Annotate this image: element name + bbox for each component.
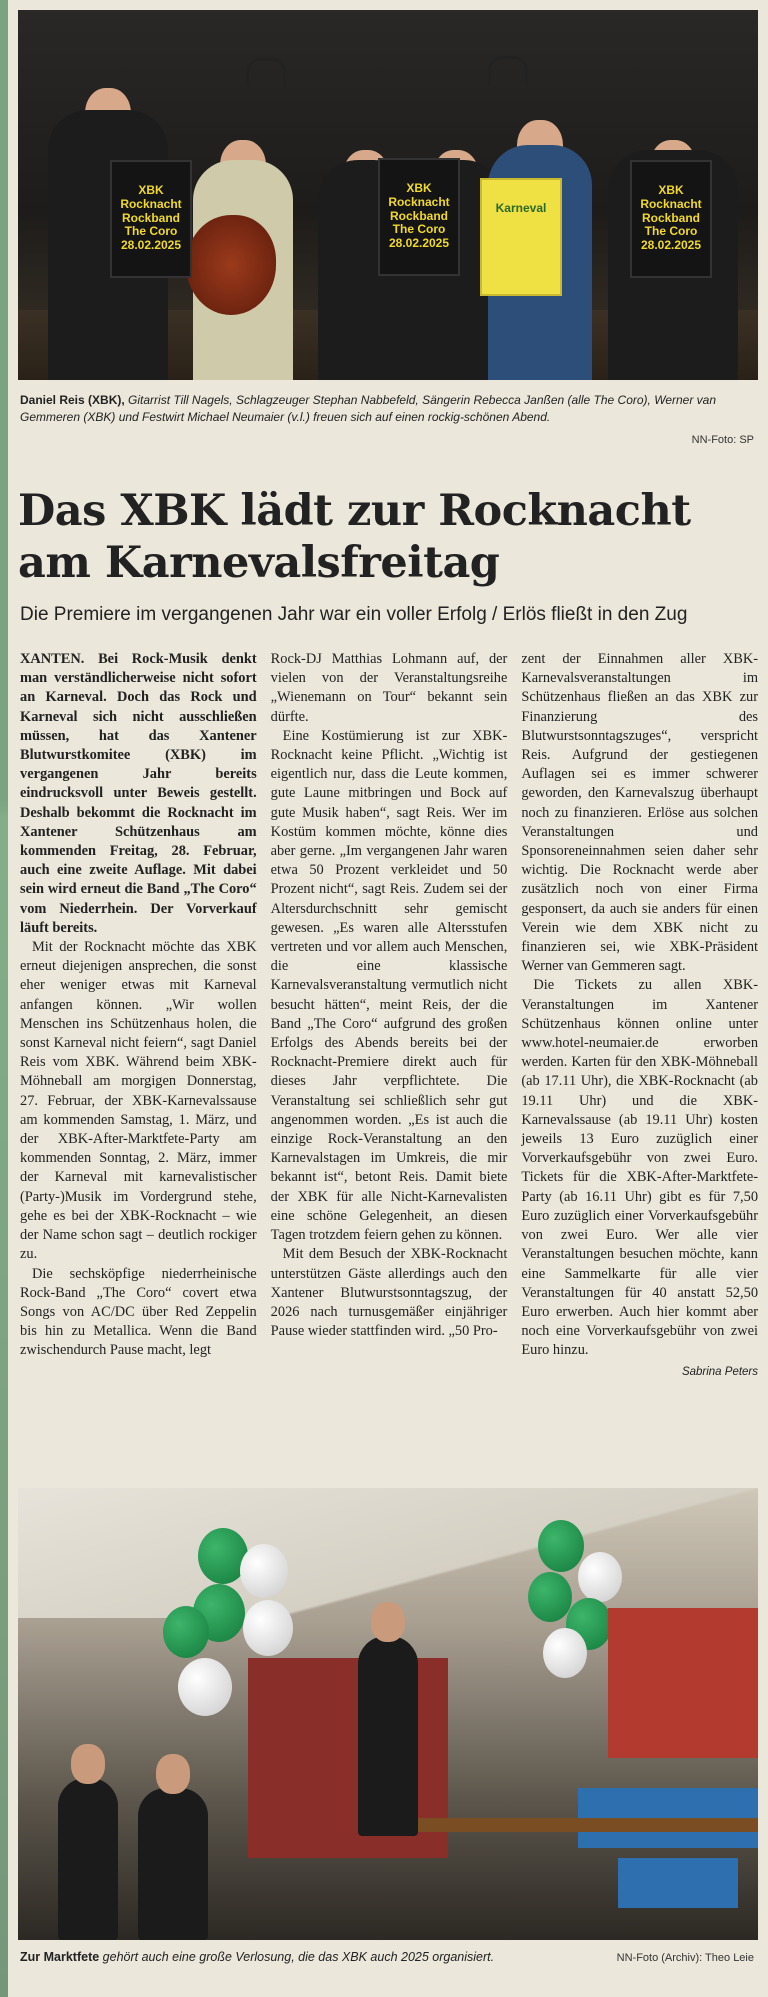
article-column-2 — [271, 650, 508, 1480]
article-paragraph: Eine Kostümierung ist zur XBK-Rocknacht keine Pflicht. „Wichtig ist eigentlich nur, dass die Leute kommen, gute Laune mitbringen und Bock auf gute Musik haben“, sagt Reis. Wer im Kostüm kommen möchte, könne dies aber gerne. „Im vergangenen Jahr waren etwa 50 Prozent verkleidet und 50 Prozent nicht“, sagt Reis. Zudem sei der Altersdurchschnitt sehr gemischt gewesen. „Es waren alle Altersstufen vertreten und vor allem auch Menschen, die eine klassische Karnevalsveranstaltung vermutlich nicht besucht hätten“, meint Reis, der die Band „The Coro“ aufgrund des großen Erfolgs des Abends bereits bei der Rocknacht-Premiere direkt auch für dieses Jahr verpflichtete. Die Veranstaltung sei schließlich sehr gut angenommen worden. „Es ist auch die einzige Rock-Veranstaltung an den Karnevalstagen im Umkreis, die mir bekannt ist“, betont Reis. Damit biete der XBK für alle Nicht-Karnevalisten eine schöne Gelegenheit, an diesen Tagen trotzdem feiern gehen zu können. — [270, 727, 508, 1244]
band-photo — [18, 10, 758, 380]
visitor — [58, 1778, 118, 1940]
photo-credit-2: NN-Foto (Archiv): Theo Leie — [616, 1952, 754, 1964]
prize-boxes — [608, 1608, 758, 1758]
article-headline: Das XBK lädt zur Rocknacht am Karnevalsfreitag — [18, 485, 691, 588]
photo-caption-2 — [20, 1950, 620, 1964]
visitor — [138, 1788, 208, 1940]
article-paragraph: Mit der Rocknacht möchte das XBK erneut diejenigen ansprechen, die sonst eher weniger etwas mit Karneval anfangen können. „Wir wollen Menschen ins Schützenhaus holen, die sonst Karneval nicht feiern“, sagt Daniel Reis vom XBK. Während beim XBK-Möhneball am morgigen Donnerstag, 27. Februar, der XBK-Karnevalssause am kommenden Samstag, 1. März, und der XBK-After-Marktfete-Party am kommenden Sonntag, 2. März, immer der Karneval mit karnevalistischer (Party-)Musik im Vordergrund stehe, gehe es bei der XBK-Rocknacht – wie der Name schon sagt – deutlich rockiger zu. — [20, 939, 257, 1263]
caption-names: Daniel Reis (XBK), — [20, 393, 125, 407]
article-body — [20, 650, 758, 1480]
event-poster: XBK Rocknacht Rockband The Coro 28.02.2025 — [378, 158, 460, 276]
caption-text: Gitarrist Till Nagels, Schlagzeuger Stephan Nabbefeld, Sängerin Rebecca Janßen (alle The Coro), Werner van Gemmeren (XBK) und Festwirt Michael Neumaier (v.l.) freuen sich auf einen rockig-schönen Abend. — [20, 393, 717, 424]
man-at-prize-table — [358, 1636, 418, 1836]
photo-caption-1 — [20, 392, 756, 426]
page-edge-decoration — [0, 0, 8, 1997]
article-lead: XANTEN. Bei Rock-Musik denkt man verständlicherweise nicht sofort an Karneval. Doch das Rock und Karneval sich nicht ausschließen müssen, hat das Xantener Blutwurstkomitee (XBK) im vergangenen Jahr bereits eindrucksvoll unter Beweis gestellt. Deshalb bekommt die Rocknacht im Xantener Schützenhaus am kommenden Freitag, 28. Februar, auch eine zweite Auflage. Mit dabei sein wird erneut die Band „The Coro“ vom Niederrhein. Der Vorverkauf läuft bereits. — [20, 651, 257, 936]
caption-lead: Zur Marktfete — [20, 1950, 100, 1964]
article-paragraph: Die Tickets zu allen XBK-Veranstaltungen im Xantener Schützenhaus können online unter www.hotel-neumaier.de erworben werden. Karten für den XBK-Möhneball (ab 17.11 Uhr), die XBK-Rocknacht (ab 19.11 Uhr) und die XBK-Karnevalssause (ab 19.11 Uhr) kosten jeweils 13 Euro zuzüglich einer Vorverkaufsgebühr von zwei Euro. Tickets für die XBK-After-Marktfete-Party (ab 16.11 Uhr) gibt es für 7,50 Euro zuzüglich einer Vorverkaufsgebühr von zwei Euro. Wer alle vier Veranstaltungen besuchen möchte, kann eine Sammelkarte für alle vier Veranstaltungen für 40 anstatt 52,50 Euro erwerben. Auch hier kommt aber noch eine Vorverkaufsgebühr von zwei Euro hinzu. — [521, 977, 759, 1359]
tent-roof — [18, 1488, 758, 1618]
karneval-poster: Karneval — [480, 178, 562, 296]
article-paragraph: Rock-DJ Matthias Lohmann auf, der vielen von der Veranstaltungsreihe „Wienemann on Tour“ bekannt sein dürfte. — [270, 651, 508, 725]
article-author: Sabrina Peters — [681, 1365, 759, 1378]
article-paragraph: zent der Einnahmen aller XBK-Karnevalsveranstaltungen im Schützenhaus fließen an das XBK zur Finanzierung des Blutwurstsonntagszuges“, verspricht Reis. Aufgrund der gestiegenen Auflagen sei es immer schwerer geworden, den Karnevalszug überhaupt noch zu finanzieren. Erlöse aus solchen Veranstaltungen und Sponsoreneinnahmen seien daher sehr wichtig. Die Rocknacht werde aber zusätzlich noch von einer Firma gesponsert, da auch sie anders für einen Verein wie dem XBK nicht zu finanzieren sei, wie XBK-Präsident Werner van Gemmeren sagt. — [521, 651, 759, 975]
event-poster: XBK Rocknacht Rockband The Coro 28.02.2025 — [110, 160, 192, 278]
event-poster: XBK Rocknacht Rockband The Coro 28.02.2025 — [630, 160, 712, 278]
marktfete-photo — [18, 1488, 758, 1940]
prize-table — [398, 1818, 758, 1832]
article-column-3 — [521, 650, 758, 1480]
article-subheadline: Die Premiere im vergangenen Jahr war ein voller Erfolg / Erlös fließt in den Zug — [20, 604, 688, 625]
caption-text: gehört auch eine große Verlosung, die das XBK auch 2025 organisiert. — [99, 1950, 495, 1964]
guitar — [186, 215, 276, 315]
antler-headband — [488, 56, 528, 85]
photo-credit-1: NN-Foto: SP — [691, 434, 754, 446]
article-column-1 — [20, 650, 257, 1480]
antler-headband — [246, 58, 286, 87]
article-paragraph: Mit dem Besuch der XBK-Rocknacht unterstützen Gäste allerdings auch den Xantener Blutwurstsonntagszug, der 2026 nach turnusgemäßer einjähriger Pause wieder stattfinden wird. „50 Pro- — [270, 1246, 508, 1340]
article-paragraph: Die sechsköpfige niederrheinische Rock-Band „The Coro“ covert etwa Songs von AC/DC über Red Zeppelin bis hin zu Metallica. Wenn die Band zwischendurch Pause macht, legt — [20, 1265, 257, 1359]
